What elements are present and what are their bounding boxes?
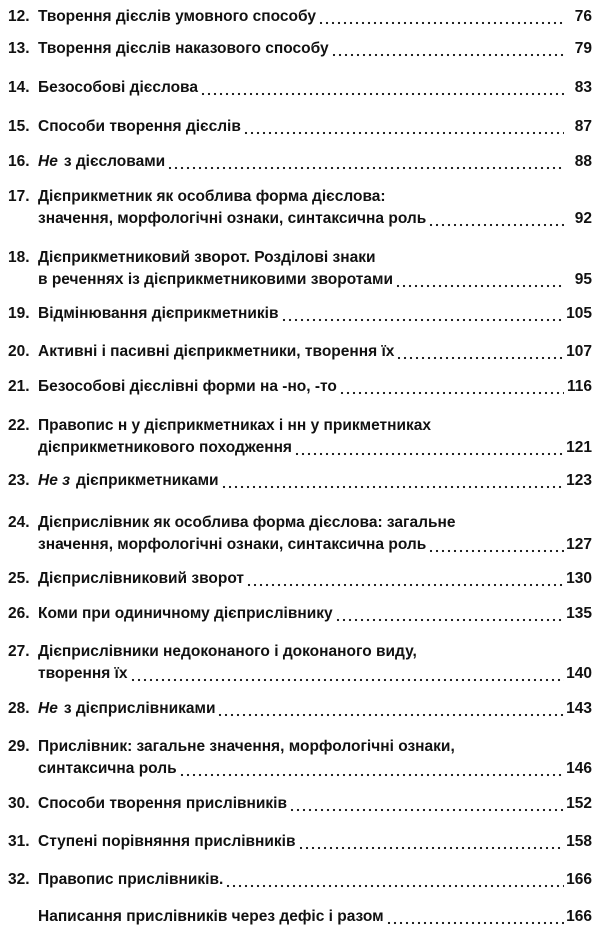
dot-leader (335, 603, 564, 625)
toc-entry-title: значення, морфологічні ознаки, синтаксична роль (38, 536, 427, 553)
toc-entry-line (8, 269, 592, 291)
toc-entry-number: 31. (8, 833, 30, 850)
toc-entry (8, 38, 592, 60)
toc-page-number: 121 (566, 439, 592, 456)
toc-entry-number: 27. (8, 643, 30, 660)
toc-entry-title: Написання прислівників через дефіс і разом (38, 908, 384, 925)
toc-entry-title: Способи творення прислівників (38, 795, 288, 812)
toc-entry (8, 641, 592, 685)
toc-entry-title: з дієсловами (63, 153, 166, 170)
toc-entry (8, 6, 592, 28)
toc-entry-line (8, 568, 592, 590)
toc-entry (8, 186, 592, 230)
toc-entry (8, 151, 592, 173)
toc-entry-line (8, 793, 592, 815)
toc-entry-number: 15. (8, 118, 30, 135)
toc-entry-line (8, 470, 592, 492)
dot-leader (167, 151, 564, 173)
toc-entry-title: синтаксична роль (38, 760, 177, 777)
toc-page-number: 83 (574, 79, 592, 96)
toc-entry-line (8, 534, 592, 556)
toc-entry-number: 26. (8, 605, 30, 622)
toc-entry-line (8, 151, 592, 173)
toc-entry-line (8, 663, 592, 685)
dot-leader (217, 698, 564, 720)
toc-entry-number: 24. (8, 514, 30, 531)
dot-leader (281, 303, 564, 325)
toc-entry-number: 30. (8, 795, 30, 812)
toc-entry (8, 736, 592, 780)
toc-entry-line (8, 208, 592, 230)
dot-leader (396, 341, 564, 363)
toc-entry-line (8, 736, 592, 758)
dot-leader (246, 568, 564, 590)
toc-entry (8, 869, 592, 891)
toc-entry-title: Творення дієслів наказового способу (38, 40, 329, 57)
toc-entry-title: дієприкметниками (76, 472, 219, 489)
toc-entry-line (8, 603, 592, 625)
toc-entry-line (8, 415, 592, 437)
toc-page-number: 166 (566, 908, 592, 925)
toc-entry-number: 32. (8, 871, 30, 888)
toc-entry (8, 303, 592, 325)
toc-entry-number: 20. (8, 343, 30, 360)
toc-entry-title: Активні і пасивні дієприкметники, творення їх (38, 343, 395, 360)
toc-entry-number: 13. (8, 40, 30, 57)
toc-entry-line (8, 641, 592, 663)
toc-entry-title: Дієприслівники недоконаного і доконаного виду, (38, 643, 417, 660)
toc-entry-line (8, 512, 592, 534)
toc-entry-title: Дієприкметниковий зворот. Розділові знаки (38, 249, 376, 266)
toc-entry-line (8, 77, 592, 99)
dot-leader (200, 77, 564, 99)
toc-entry-number: 12. (8, 8, 30, 25)
toc-entry-title: Ступені порівняння прислівників (38, 833, 296, 850)
toc-entry-number: 14. (8, 79, 30, 96)
toc-page-number: 152 (566, 795, 592, 812)
toc-entry-number: 19. (8, 305, 30, 322)
toc-entry (8, 906, 592, 928)
toc-entry-title: Прислівник: загальне значення, морфологічні ознаки, (38, 738, 455, 755)
toc-page-number: 146 (566, 760, 592, 777)
toc-entry-title: Дієприкметник як особлива форма дієслова: (38, 188, 386, 205)
dot-leader (243, 116, 564, 138)
toc-entry-line (8, 376, 592, 398)
toc-page-number: 158 (566, 833, 592, 850)
toc-entry-title: Творення дієслів умовного способу (38, 8, 317, 25)
toc-entry-title: значення, морфологічні ознаки, синтаксична роль (38, 210, 427, 227)
dot-leader (298, 831, 564, 853)
toc-entry-number: 16. (8, 153, 30, 170)
toc-page-number: 135 (566, 605, 592, 622)
toc-entry-title: Способи творення дієслів (38, 118, 241, 135)
toc-entry-line (8, 6, 592, 28)
toc-entry-title: з дієприслівниками (63, 700, 216, 717)
toc-page-number: 143 (566, 700, 592, 717)
toc-entry-line (8, 758, 592, 780)
dot-leader (318, 6, 564, 28)
toc-entry-number: 23. (8, 472, 30, 489)
toc-page-number: 88 (574, 153, 592, 170)
toc-entry-line (8, 698, 592, 720)
toc-entry (8, 77, 592, 99)
toc-entry (8, 247, 592, 291)
toc-page-number: 92 (574, 210, 592, 227)
toc-page-number: 95 (574, 271, 592, 288)
toc-entry (8, 376, 592, 398)
toc-entry-number: 22. (8, 417, 30, 434)
toc-entry-title: Дієприслівниковий зворот (38, 570, 245, 587)
toc-page-number: 123 (566, 472, 592, 489)
dot-leader (386, 906, 564, 928)
toc-entry-line (8, 38, 592, 60)
dot-leader (225, 869, 564, 891)
dot-leader (130, 663, 564, 685)
dot-leader (289, 793, 564, 815)
dot-leader (339, 376, 564, 398)
toc-entry-italic: Не (38, 700, 58, 717)
toc-entry (8, 793, 592, 815)
toc-page-number: 105 (566, 305, 592, 322)
toc-entry-number: 28. (8, 700, 30, 717)
toc-entry-number: 21. (8, 378, 30, 395)
dot-leader (221, 470, 564, 492)
dot-leader (331, 38, 564, 60)
toc-entry-title: творення їх (38, 665, 128, 682)
toc-page-number: 79 (574, 40, 592, 57)
toc-entry (8, 415, 592, 459)
toc-entry-line (8, 116, 592, 138)
toc-page-number: 87 (574, 118, 592, 135)
dot-leader (428, 208, 564, 230)
toc-page-number: 166 (566, 871, 592, 888)
toc-entry-title: дієприкметникового походження (38, 439, 292, 456)
dot-leader (428, 534, 564, 556)
toc-entry-line (8, 906, 592, 928)
toc-entry-title: в реченнях із дієприкметниковими зворотами (38, 271, 393, 288)
toc-entry (8, 116, 592, 138)
toc-entry-title: Відмінювання дієприкметників (38, 305, 279, 322)
toc-entry-line (8, 247, 592, 269)
toc-entry-line (8, 341, 592, 363)
toc-entry-line (8, 437, 592, 459)
dot-leader (179, 758, 564, 780)
toc-entry-line (8, 303, 592, 325)
toc-entry (8, 512, 592, 556)
toc-entry-number: 17. (8, 188, 30, 205)
toc-page-number: 130 (566, 570, 592, 587)
toc-page-number: 127 (566, 536, 592, 553)
toc-entry-line (8, 186, 592, 208)
toc-entry (8, 603, 592, 625)
dot-leader (395, 269, 564, 291)
toc-entry-number: 18. (8, 249, 30, 266)
toc-entry-line (8, 831, 592, 853)
toc-entry-title: Правопис прислівників. (38, 871, 224, 888)
toc-entry (8, 831, 592, 853)
toc-entry-line (8, 869, 592, 891)
toc-entry-title: Безособові дієслова (38, 79, 198, 96)
toc-entry-italic: Не з (38, 472, 71, 489)
toc-page-number: 107 (566, 343, 592, 360)
toc-entry (8, 341, 592, 363)
toc-page-number: 76 (574, 8, 592, 25)
toc-entry-title: Безособові дієслівні форми на -но, -то (38, 378, 337, 395)
toc-page-number: 140 (566, 665, 592, 682)
toc-page-number: 116 (566, 378, 592, 395)
toc-entry-number: 25. (8, 570, 30, 587)
toc-entry-number: 29. (8, 738, 30, 755)
toc-entry-title: Правопис н у дієприкметниках і нн у прикметниках (38, 417, 431, 434)
toc-entry-title: Коми при одиничному дієприслівнику (38, 605, 333, 622)
toc-entry-italic: Не (38, 153, 58, 170)
toc-entry (8, 698, 592, 720)
dot-leader (294, 437, 564, 459)
toc-entry (8, 568, 592, 590)
toc-entry (8, 470, 592, 492)
toc-entry-title: Дієприслівник як особлива форма дієслова: загальне (38, 514, 456, 531)
